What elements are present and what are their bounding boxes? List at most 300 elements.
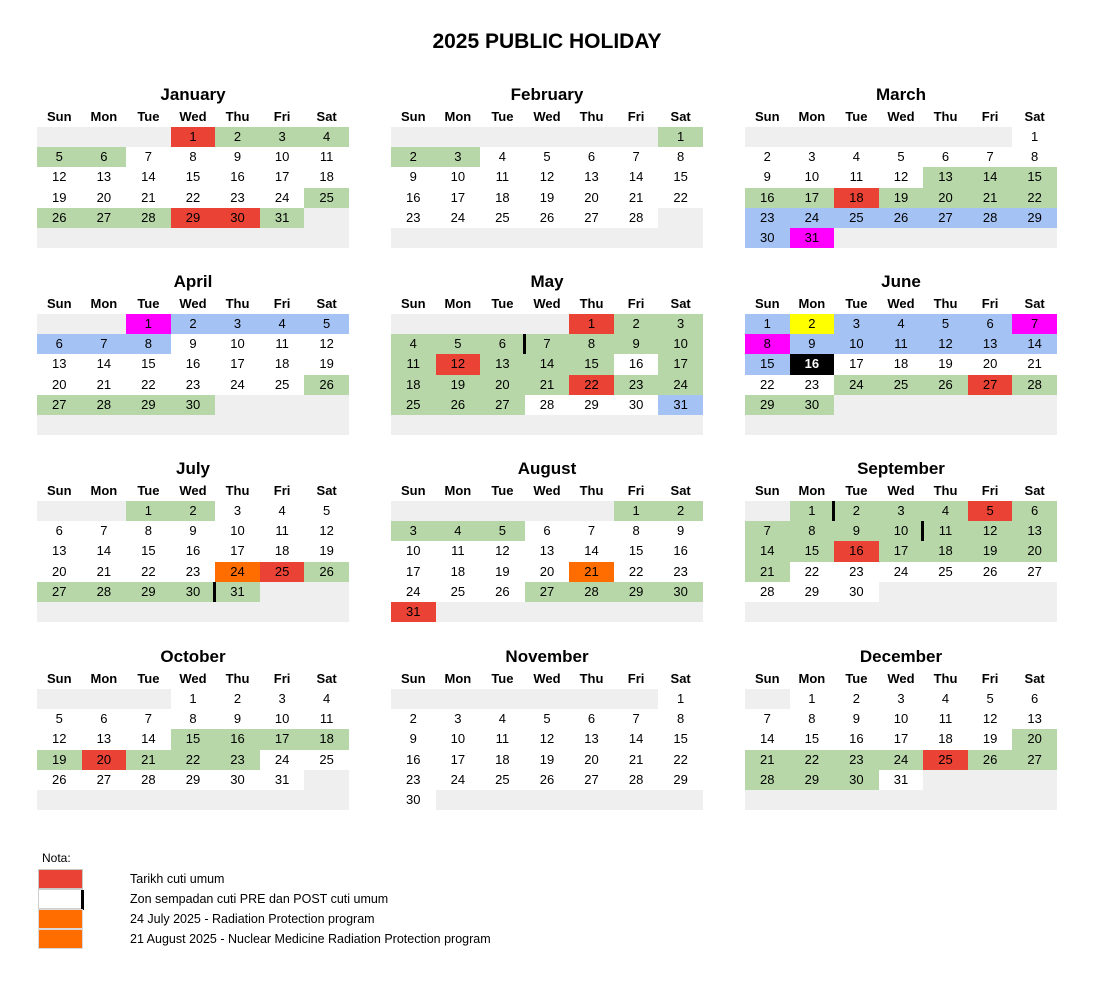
day-cell: 17 — [230, 356, 245, 372]
empty-cell — [260, 582, 305, 602]
day-cell: 17 — [230, 543, 245, 559]
empty-cell — [260, 395, 305, 415]
day-cell: 27 — [525, 582, 570, 602]
day-cell: 10 — [274, 149, 290, 165]
day-cell: 7 — [587, 523, 596, 539]
day-cell: 1 — [745, 314, 790, 334]
day-cell: 14 — [96, 356, 112, 372]
day-grid — [37, 127, 349, 248]
empty-cell — [82, 415, 127, 435]
day-cell: 21 — [745, 562, 790, 582]
empty-cell — [1012, 770, 1057, 790]
empty-cell — [436, 127, 481, 147]
day-cell: 10 — [450, 169, 466, 185]
day-cell: 11 — [451, 543, 465, 559]
weekday-header — [391, 107, 703, 127]
day-cell: 11 — [495, 731, 510, 747]
day-cell: 13 — [96, 731, 112, 747]
empty-cell — [614, 127, 659, 147]
empty-cell — [171, 228, 216, 248]
empty-cell — [569, 127, 614, 147]
empty-cell — [923, 770, 968, 790]
day-cell: 8 — [677, 149, 685, 165]
day-cell: 21 — [525, 375, 570, 395]
empty-cell — [480, 228, 525, 248]
empty-cell — [260, 228, 305, 248]
empty-cell — [391, 689, 436, 709]
day-cell: 29 — [584, 396, 599, 412]
day-cell: 30 — [790, 395, 835, 415]
day-cell: 27 — [480, 395, 525, 415]
day-cell: 16 — [849, 731, 864, 747]
day-grid — [391, 127, 703, 248]
day-cell: 15 — [745, 354, 790, 374]
empty-cell — [658, 790, 703, 810]
empty-cell — [171, 415, 216, 435]
day-cell: 7 — [745, 521, 790, 541]
day-cell: 11 — [391, 354, 436, 374]
weekday-label: Fri — [981, 296, 999, 311]
day-cell: 27 — [1027, 563, 1042, 579]
day-cell: 16 — [406, 751, 421, 767]
day-cell: 10 — [406, 543, 421, 559]
day-cell: 2 — [233, 691, 242, 706]
weekday-label: Fri — [273, 296, 291, 311]
weekday-label: Tue — [491, 296, 514, 311]
weekday-label: Fri — [273, 483, 291, 498]
empty-cell — [879, 127, 924, 147]
day-cell: 16 — [185, 356, 201, 372]
empty-cell — [304, 790, 349, 810]
day-cell: 6 — [55, 523, 63, 539]
day-cell: 26 — [52, 771, 67, 787]
legend-swatch-white — [38, 889, 83, 909]
day-cell: 1 — [790, 501, 835, 521]
day-cell: 25 — [304, 188, 349, 208]
legend-text: Tarikh cuti umum — [130, 872, 225, 886]
empty-cell — [37, 314, 82, 334]
day-cell: 25 — [319, 751, 334, 767]
day-cell: 5 — [436, 334, 481, 354]
weekday-label: Tue — [845, 296, 868, 311]
day-cell: 8 — [808, 711, 816, 727]
empty-cell — [82, 602, 127, 622]
day-cell: 31 — [790, 228, 835, 248]
day-cell: 15 — [673, 731, 688, 747]
day-cell: 15 — [790, 541, 835, 561]
empty-cell — [525, 501, 570, 521]
empty-cell — [569, 415, 614, 435]
empty-cell — [37, 790, 82, 810]
empty-cell — [790, 602, 835, 622]
weekday-header — [37, 481, 349, 501]
weekday-label: Thu — [579, 671, 604, 686]
day-cell: 4 — [304, 127, 349, 147]
day-cell: 18 — [304, 729, 349, 749]
day-cell: 2 — [215, 127, 260, 147]
empty-cell — [304, 208, 349, 228]
day-cell: 14 — [96, 543, 112, 559]
day-cell: 13 — [52, 543, 67, 559]
empty-cell — [525, 602, 570, 622]
month-february — [391, 83, 703, 248]
day-cell: 10 — [274, 711, 290, 727]
day-cell: 4 — [323, 691, 331, 706]
day-cell: 17 — [450, 189, 466, 205]
day-cell: 30 — [230, 771, 245, 787]
day-cell: 12 — [52, 169, 67, 185]
day-cell: 8 — [189, 149, 197, 165]
weekday-label: Thu — [933, 671, 958, 686]
day-cell: 25 — [834, 208, 879, 228]
weekday-label: Sun — [47, 109, 72, 124]
day-cell: 11 — [495, 169, 510, 185]
day-cell: 6 — [1031, 691, 1039, 706]
day-cell: 15 — [171, 729, 216, 749]
day-cell: 13 — [480, 354, 525, 374]
day-cell: 10 — [450, 731, 466, 747]
day-cell: 12 — [539, 731, 555, 747]
month-title: June — [881, 272, 921, 291]
day-cell: 5 — [543, 711, 551, 727]
day-cell: 13 — [52, 356, 67, 372]
day-cell: 28 — [745, 770, 790, 790]
weekday-label: Wed — [179, 296, 207, 311]
day-cell: 25 — [260, 562, 305, 582]
day-cell: 14 — [1012, 334, 1057, 354]
day-cell: 28 — [82, 582, 127, 602]
weekday-label: Wed — [533, 671, 561, 686]
weekday-label: Fri — [627, 109, 645, 124]
day-cell: 4 — [260, 314, 305, 334]
day-cell: 20 — [52, 563, 67, 579]
empty-cell — [391, 314, 436, 334]
empty-cell — [968, 395, 1013, 415]
day-cell: 18 — [274, 356, 290, 372]
day-cell: 7 — [525, 334, 570, 354]
day-cell: 20 — [584, 189, 599, 205]
month-title: April — [173, 272, 213, 291]
empty-cell — [569, 501, 614, 521]
day-grid — [391, 314, 703, 435]
day-cell: 16 — [745, 188, 790, 208]
day-cell: 1 — [808, 691, 816, 706]
day-cell: 19 — [495, 563, 510, 579]
empty-cell — [1012, 602, 1057, 622]
day-cell: 10 — [879, 521, 924, 541]
empty-cell — [923, 790, 968, 810]
month-march — [745, 83, 1057, 248]
empty-cell — [304, 415, 349, 435]
empty-cell — [879, 602, 924, 622]
day-cell: 3 — [454, 711, 462, 727]
empty-cell — [569, 602, 614, 622]
day-grid — [745, 127, 1057, 248]
day-cell: 14 — [628, 169, 644, 185]
day-cell: 27 — [923, 208, 968, 228]
day-cell: 10 — [230, 523, 245, 539]
day-cell: 30 — [215, 208, 260, 228]
day-cell: 1 — [126, 314, 171, 334]
weekday-label: Mon — [90, 296, 118, 311]
day-cell: 18 — [938, 731, 953, 747]
day-cell: 24 — [879, 750, 924, 770]
day-cell: 22 — [1012, 188, 1057, 208]
day-cell: 2 — [171, 314, 216, 334]
day-cell: 17 — [406, 563, 421, 579]
day-cell: 27 — [584, 209, 599, 225]
day-cell: 9 — [790, 334, 835, 354]
empty-cell — [215, 395, 260, 415]
empty-cell — [260, 790, 305, 810]
day-cell: 19 — [52, 189, 67, 205]
empty-cell — [215, 602, 260, 622]
empty-cell — [82, 790, 127, 810]
day-cell: 29 — [185, 771, 201, 787]
day-cell: 20 — [539, 563, 555, 579]
empty-cell — [614, 415, 659, 435]
legend-text: Zon sempadan cuti PRE dan POST cuti umum — [130, 892, 389, 906]
day-cell: 10 — [658, 334, 703, 354]
day-cell: 29 — [673, 771, 688, 787]
day-cell: 31 — [658, 395, 703, 415]
empty-cell — [525, 689, 570, 709]
day-cell: 31 — [215, 582, 260, 602]
day-cell: 26 — [879, 208, 924, 228]
legend-row-buffer-zone — [38, 889, 538, 909]
day-cell: 22 — [673, 751, 688, 767]
weekday-label: Sat — [670, 671, 691, 686]
day-cell: 21 — [141, 189, 156, 205]
weekday-header — [391, 481, 703, 501]
month-january — [37, 83, 349, 248]
empty-cell — [436, 415, 481, 435]
day-cell: 24 — [790, 208, 835, 228]
day-cell: 18 — [274, 543, 290, 559]
day-cell: 12 — [52, 731, 67, 747]
empty-cell — [436, 689, 481, 709]
empty-cell — [923, 228, 968, 248]
day-cell: 19 — [539, 189, 555, 205]
weekday-label: Thu — [579, 296, 604, 311]
empty-cell — [480, 127, 525, 147]
month-title: October — [160, 647, 226, 666]
weekday-label: Thu — [933, 483, 958, 498]
day-cell: 14 — [628, 731, 644, 747]
weekday-label: Sun — [401, 296, 426, 311]
day-cell: 28 — [539, 396, 555, 412]
day-cell: 5 — [55, 711, 63, 727]
month-june — [745, 270, 1057, 435]
day-cell: 30 — [628, 396, 644, 412]
day-cell: 24 — [215, 562, 260, 582]
day-cell: 11 — [275, 336, 289, 352]
day-cell: 4 — [436, 521, 481, 541]
day-cell: 26 — [304, 562, 349, 582]
month-may — [391, 270, 703, 435]
weekday-label: Thu — [225, 109, 250, 124]
day-cell: 17 — [893, 731, 909, 747]
weekday-label: Sun — [755, 671, 780, 686]
empty-cell — [171, 602, 216, 622]
day-cell: 11 — [923, 521, 968, 541]
empty-cell — [260, 602, 305, 622]
day-cell: 6 — [587, 149, 596, 165]
day-cell: 5 — [37, 147, 82, 167]
day-cell: 12 — [968, 521, 1013, 541]
empty-cell — [1012, 790, 1057, 810]
day-cell: 3 — [808, 149, 816, 165]
month-title: February — [510, 85, 584, 104]
empty-cell — [82, 127, 127, 147]
day-cell: 15 — [141, 356, 156, 372]
legend-title: Nota: — [42, 851, 71, 865]
day-cell: 11 — [319, 149, 334, 165]
day-cell: 26 — [304, 375, 349, 395]
weekday-label: Sat — [316, 109, 337, 124]
day-cell: 31 — [391, 602, 436, 622]
day-cell: 3 — [834, 314, 879, 334]
day-cell: 6 — [100, 711, 108, 727]
day-cell: 21 — [96, 376, 112, 392]
day-cell: 8 — [189, 711, 197, 727]
day-cell: 19 — [319, 356, 334, 372]
weekday-label: Sat — [316, 671, 337, 686]
month-title: August — [517, 459, 577, 478]
day-cell: 13 — [584, 731, 599, 747]
empty-cell — [480, 790, 525, 810]
weekday-header — [745, 481, 1057, 501]
empty-cell — [834, 602, 879, 622]
weekday-label: Sat — [670, 483, 691, 498]
day-cell: 17 — [658, 354, 703, 374]
day-cell: 1 — [1031, 129, 1039, 144]
day-cell: 21 — [968, 188, 1013, 208]
day-cell: 29 — [614, 582, 659, 602]
day-cell: 15 — [569, 354, 614, 374]
weekday-label: Sat — [1024, 296, 1045, 311]
weekday-label: Thu — [579, 483, 604, 498]
weekday-label: Sun — [755, 296, 780, 311]
weekday-label: Tue — [491, 109, 514, 124]
weekday-label: Sat — [316, 296, 337, 311]
day-cell: 7 — [986, 149, 994, 165]
day-cell: 21 — [628, 751, 644, 767]
day-cell: 23 — [804, 376, 820, 392]
empty-cell — [923, 415, 968, 435]
day-cell: 19 — [37, 750, 82, 770]
day-cell: 19 — [319, 543, 334, 559]
day-cell: 26 — [37, 208, 82, 228]
day-cell: 4 — [278, 503, 286, 518]
day-cell: 29 — [790, 770, 835, 790]
day-cell: 9 — [189, 336, 197, 352]
weekday-label: Fri — [273, 109, 291, 124]
weekday-label: Mon — [444, 296, 472, 311]
legend-row-public-holiday — [38, 869, 538, 889]
empty-cell — [37, 127, 82, 147]
empty-cell — [834, 228, 879, 248]
weekday-header — [37, 669, 349, 689]
empty-cell — [745, 127, 790, 147]
legend-row-july-program — [38, 909, 538, 929]
empty-cell — [171, 790, 216, 810]
day-cell: 28 — [760, 583, 775, 599]
day-cell: 3 — [278, 691, 286, 706]
weekday-header — [745, 669, 1057, 689]
weekday-label: Mon — [90, 671, 118, 686]
day-grid — [37, 689, 349, 810]
empty-cell — [658, 228, 703, 248]
day-cell: 26 — [436, 395, 481, 415]
day-cell: 2 — [409, 711, 417, 727]
day-cell: 13 — [968, 334, 1013, 354]
day-cell: 12 — [539, 169, 555, 185]
day-cell: 10 — [804, 169, 820, 185]
weekday-label: Sun — [47, 671, 72, 686]
day-cell: 5 — [923, 314, 968, 334]
empty-cell — [923, 602, 968, 622]
day-cell: 19 — [539, 751, 555, 767]
day-cell: 29 — [745, 395, 790, 415]
day-cell: 6 — [941, 149, 950, 165]
empty-cell — [923, 127, 968, 147]
day-cell: 22 — [185, 189, 201, 205]
weekday-label: Mon — [90, 109, 118, 124]
day-cell: 30 — [658, 582, 703, 602]
day-cell: 5 — [304, 314, 349, 334]
day-cell: 20 — [1012, 729, 1057, 749]
empty-cell — [436, 501, 481, 521]
weekday-label: Thu — [579, 109, 604, 124]
day-cell: 14 — [141, 169, 156, 185]
weekday-label: Wed — [179, 483, 207, 498]
weekday-label: Tue — [137, 671, 160, 686]
empty-cell — [834, 790, 879, 810]
day-cell: 25 — [938, 563, 953, 579]
day-cell: 8 — [569, 334, 614, 354]
day-grid — [37, 314, 349, 435]
weekday-label: Tue — [845, 671, 868, 686]
day-cell: 6 — [587, 711, 596, 727]
day-cell: 13 — [539, 543, 555, 559]
empty-cell — [968, 602, 1013, 622]
month-title: January — [160, 85, 226, 104]
day-cell: 17 — [260, 729, 305, 749]
day-cell: 6 — [480, 334, 525, 354]
day-cell: 1 — [658, 127, 703, 147]
day-cell: 21 — [628, 189, 644, 205]
empty-cell — [968, 415, 1013, 435]
day-cell: 9 — [409, 731, 417, 747]
weekday-label: Tue — [491, 483, 514, 498]
day-cell: 6 — [82, 147, 127, 167]
empty-cell — [480, 602, 525, 622]
day-cell: 2 — [852, 691, 861, 706]
day-cell: 29 — [804, 583, 820, 599]
weekday-label: Tue — [137, 296, 160, 311]
day-grid — [391, 689, 703, 810]
weekday-label: Sun — [401, 671, 426, 686]
empty-cell — [37, 602, 82, 622]
empty-cell — [37, 228, 82, 248]
empty-cell — [834, 395, 879, 415]
day-cell: 12 — [893, 169, 909, 185]
empty-cell — [436, 602, 481, 622]
day-cell: 18 — [319, 169, 334, 185]
day-cell: 11 — [275, 523, 289, 539]
day-cell: 28 — [628, 771, 644, 787]
